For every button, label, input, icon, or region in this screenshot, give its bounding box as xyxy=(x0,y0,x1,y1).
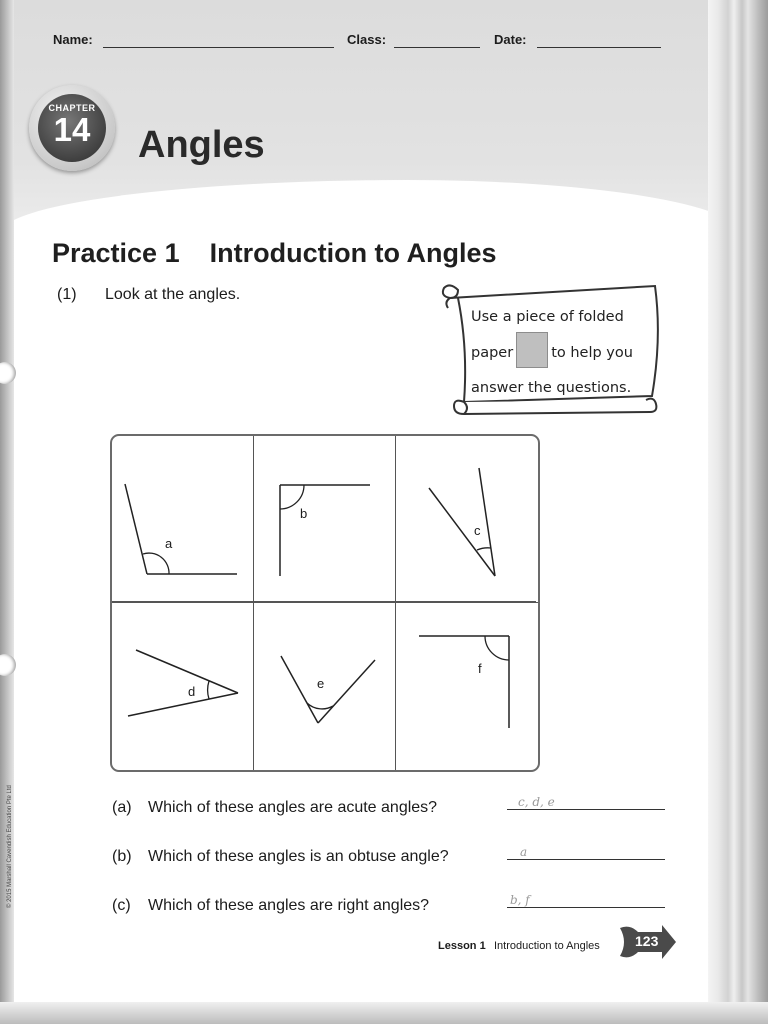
angle-cell-a xyxy=(112,436,254,603)
answer-line-b[interactable] xyxy=(507,859,665,860)
angle-cell-b xyxy=(253,436,396,603)
angle-label-b: b xyxy=(300,506,308,521)
practice-heading xyxy=(52,238,497,269)
note-line: answer the questions. xyxy=(471,380,632,396)
angle-d-figure xyxy=(112,602,253,770)
footer-lesson: Lesson 1 xyxy=(438,940,486,952)
chapter-title: Angles xyxy=(138,124,265,166)
chapter-label: CHAPTER xyxy=(48,103,96,113)
scan-bottom-edge xyxy=(0,1002,768,1024)
angle-label-a: a xyxy=(165,536,173,551)
subquestion-letter: (b) xyxy=(112,848,132,865)
angle-label-e: e xyxy=(317,676,325,691)
angle-cell-d xyxy=(112,602,254,770)
name-field[interactable] xyxy=(103,47,334,48)
answer-b: a xyxy=(520,845,528,859)
angle-b-figure xyxy=(253,436,395,602)
angle-cell-c xyxy=(395,436,538,603)
question-text: Look at the angles. xyxy=(105,286,241,303)
angle-cell-f xyxy=(395,602,538,770)
angle-a-figure xyxy=(112,436,253,602)
subquestion-b xyxy=(112,848,449,866)
class-label: Class: xyxy=(347,32,387,47)
subquestion-text: Which of these angles are acute angles? xyxy=(148,799,438,816)
note-line: paper to help you xyxy=(471,335,633,371)
chapter-number: 14 xyxy=(53,111,91,148)
chapter-badge xyxy=(29,85,115,171)
angle-label-f: f xyxy=(478,661,482,676)
answer-c: b, f xyxy=(510,893,530,907)
subquestion-letter: (c) xyxy=(112,897,131,914)
note-text xyxy=(471,300,633,406)
angle-c-figure xyxy=(395,436,538,602)
subquestion-a xyxy=(112,799,437,817)
angle-label-d: d xyxy=(188,684,196,699)
subquestion-text: Which of these angles are right angles? xyxy=(148,897,430,914)
practice-number: Practice 1 xyxy=(52,238,180,268)
subquestion-text: Which of these angles is an obtuse angle? xyxy=(148,848,449,865)
angle-label-c: c xyxy=(474,523,481,538)
footer-lesson-title: Introduction to Angles xyxy=(494,940,600,952)
angle-cell-e xyxy=(253,602,396,770)
practice-title: Introduction to Angles xyxy=(209,238,497,268)
angle-grid xyxy=(110,434,540,772)
angle-f-figure xyxy=(395,602,538,770)
date-label: Date: xyxy=(494,32,527,47)
date-field[interactable] xyxy=(537,47,661,48)
answer-line-c[interactable] xyxy=(507,907,665,908)
grid-divider xyxy=(112,601,536,602)
page-number: 123 xyxy=(635,933,659,949)
scan-right-edge xyxy=(708,0,768,1024)
subquestion-c xyxy=(112,897,429,915)
name-label: Name: xyxy=(53,32,93,47)
answer-a: c, d, e xyxy=(518,795,555,809)
copyright-text: © 2015 Marshall Cavendish Education Pte Ltd xyxy=(7,785,13,908)
answer-line-a[interactable] xyxy=(507,809,665,810)
question-number: (1) xyxy=(57,286,77,303)
note-line: Use a piece of folded xyxy=(471,309,624,325)
subquestion-letter: (a) xyxy=(112,799,132,816)
folded-paper-icon xyxy=(516,332,548,368)
class-field[interactable] xyxy=(394,47,480,48)
